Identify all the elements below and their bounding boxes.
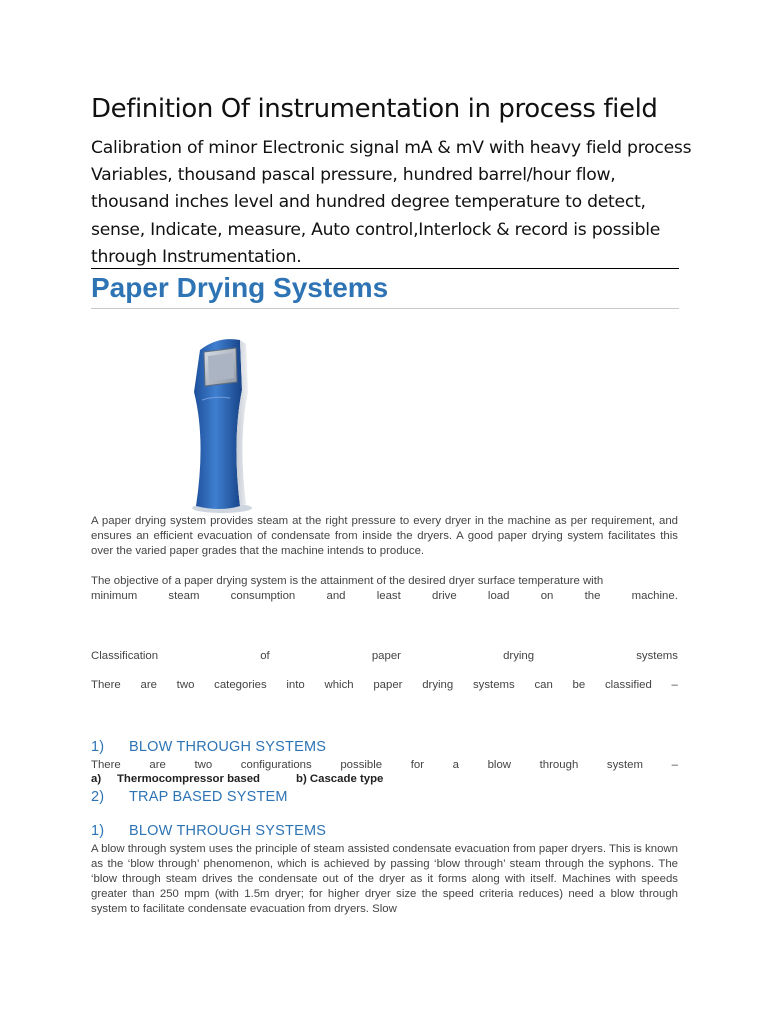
- word: can: [534, 679, 553, 691]
- section-title: Paper Drying Systems: [91, 272, 389, 303]
- word: –: [671, 679, 678, 691]
- word: a: [452, 759, 459, 771]
- paragraph-objective-line2: [91, 589, 678, 604]
- config-a: a) Thermocompressor based: [91, 773, 261, 785]
- word: drying: [503, 650, 535, 662]
- word: configurations: [240, 759, 312, 771]
- word: drive: [432, 590, 457, 602]
- word: be: [572, 679, 586, 691]
- list-heading-blow-through-detail: [91, 823, 326, 839]
- paragraph-intro: A paper drying system provides steam at the right pressure to every dryer in the machine as per requirement, and ensures an efficient evacuation of condensate from inside the dryers. A good paper drying system facilitates this over the varied paper grades that the machine intends to produce.: [91, 515, 678, 557]
- word: which: [324, 679, 354, 691]
- definition-line: through Instrumentation.: [91, 246, 302, 267]
- word: consumption: [230, 590, 296, 602]
- paragraph-objective-line1: The objective of a paper drying system is the attainment of the desired dryer surface temperature with: [91, 575, 604, 587]
- word: possible: [340, 759, 383, 771]
- word: There: [91, 759, 121, 771]
- definition-title: Definition Of instrumentation in process field: [91, 94, 658, 124]
- word: steam: [168, 590, 200, 602]
- word: drying: [422, 679, 454, 691]
- list-number: 1): [91, 739, 105, 755]
- definition-line: Calibration of minor Electronic signal mA & mV with heavy field process: [91, 138, 692, 158]
- word: classified: [604, 679, 652, 691]
- word: system: [606, 759, 643, 771]
- list-heading-trap-based: [91, 789, 288, 805]
- word: for: [410, 759, 425, 771]
- definition-line: sense, Indicate, measure, Auto control,Interlock & record is possible: [91, 219, 661, 240]
- list-heading-blow-through: [91, 739, 326, 755]
- word: on: [540, 590, 554, 602]
- categories-line: [91, 678, 678, 693]
- word: minimum: [91, 590, 138, 602]
- definition-line: Variables, thousand pascal pressure, hundred barrel/hour flow,: [91, 165, 616, 186]
- word: systems: [636, 650, 678, 662]
- section-underline: [91, 308, 679, 309]
- definition-line: thousand inches level and hundred degree temperature to detect,: [91, 192, 646, 213]
- word: into: [286, 679, 305, 691]
- word: There: [91, 679, 121, 691]
- word: are: [140, 679, 157, 691]
- word: Classification: [91, 650, 159, 662]
- paragraph-blow-through: A blow through system uses the principle of steam assisted condensate evacuation from paper dryers. This is known as the ‘blow through’ phenomenon, which is achieved by passing ‘blow through’ steam through the syphons. The ‘blow through steam drives the condensate out of the dryer as it forms along with itself. Machines with speeds greater than 250 mpm (with 1.5m dryer; for higher dryer size the speed criteria reduces) need a blow through system to facilitate condensate evacuation from dryers. Slow: [91, 843, 678, 915]
- word: two: [194, 759, 213, 771]
- divider-rule: [91, 268, 679, 269]
- list-number: 2): [91, 789, 105, 805]
- word: machine.: [631, 590, 678, 602]
- word: least: [376, 590, 401, 602]
- word: are: [149, 759, 166, 771]
- configuration-options: [91, 773, 421, 785]
- word: blow: [487, 759, 512, 771]
- kiosk-terminal-image: [172, 330, 332, 520]
- word: paper: [373, 679, 403, 691]
- word: load: [487, 590, 510, 602]
- word: and: [326, 590, 346, 602]
- word: systems: [472, 679, 515, 691]
- list-label: BLOW THROUGH SYSTEMS: [129, 823, 327, 839]
- configurations-line: [91, 758, 678, 773]
- word: of: [260, 650, 270, 662]
- list-label: BLOW THROUGH SYSTEMS: [129, 739, 327, 755]
- word: through: [539, 759, 579, 771]
- list-number: 1): [91, 823, 105, 839]
- definition-body: [91, 135, 691, 271]
- word: the: [584, 590, 601, 602]
- classification-heading: [91, 649, 678, 664]
- list-label: TRAP BASED SYSTEM: [129, 789, 288, 805]
- word: two: [176, 679, 195, 691]
- config-b: b) Cascade type: [296, 773, 384, 785]
- word: paper: [371, 650, 401, 662]
- word: categories: [214, 679, 267, 691]
- word: –: [671, 759, 678, 771]
